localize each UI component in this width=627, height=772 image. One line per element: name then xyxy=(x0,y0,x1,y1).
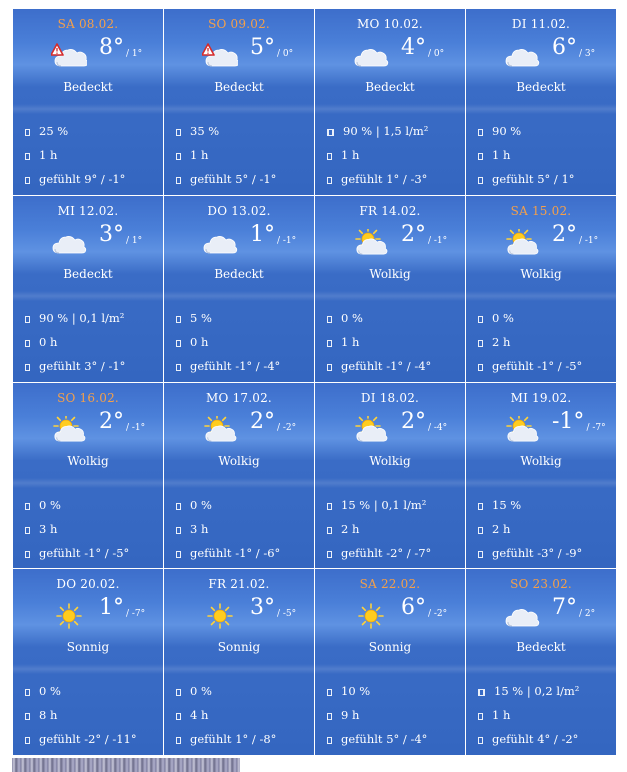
thermometer-icon xyxy=(478,364,483,371)
forecast-day-card[interactable] xyxy=(164,569,314,755)
max-temp: -1° xyxy=(552,408,585,434)
feels-like-value: gefühlt -1° / -5° xyxy=(39,545,130,560)
thermometer-icon xyxy=(25,551,30,558)
forecast-grid xyxy=(12,8,617,756)
precipitation-row xyxy=(478,684,579,698)
forecast-day-card[interactable] xyxy=(164,196,314,382)
feels-like-row xyxy=(478,359,582,373)
sun-icon xyxy=(353,602,389,630)
sun-cloud-icon xyxy=(51,416,87,444)
precipitation-row xyxy=(327,498,426,512)
rain-icon xyxy=(176,129,181,136)
sun-hours-icon xyxy=(327,527,332,534)
min-temp: / 0° xyxy=(277,49,294,59)
thermometer-icon xyxy=(327,177,332,184)
weather-description: Sonnig xyxy=(368,640,412,655)
sunshine-row xyxy=(478,335,510,349)
temperature xyxy=(250,408,297,434)
temperature xyxy=(401,597,447,619)
weather-description: Sonnig xyxy=(66,640,110,655)
feels-like-value: gefühlt 3° / -1° xyxy=(39,358,126,373)
sun-hours-icon xyxy=(176,153,181,160)
sun-hours-icon xyxy=(25,527,30,534)
sun-cloud-icon xyxy=(202,416,238,444)
precipitation-value: 0 % xyxy=(492,310,514,325)
min-temp: / 3° xyxy=(579,49,596,59)
sun-hours-icon xyxy=(327,340,332,347)
sunshine-value: 9 h xyxy=(341,708,360,723)
day-date: MO 17.02. xyxy=(206,390,272,405)
sun-hours-icon xyxy=(176,340,181,347)
feels-like-row xyxy=(176,359,280,373)
max-temp: 7° xyxy=(552,595,577,621)
decorative-image-strip xyxy=(12,758,240,772)
day-date: SA 22.02. xyxy=(359,577,421,592)
cloud-warning-icon xyxy=(51,42,87,70)
forecast-day-card[interactable] xyxy=(466,383,616,569)
forecast-day-card[interactable] xyxy=(315,383,465,569)
forecast-day-card[interactable] xyxy=(466,569,616,755)
precipitation-row xyxy=(176,124,219,138)
weather-description: Bedeckt xyxy=(365,80,415,94)
weather-description: Wolkig xyxy=(520,266,562,281)
weather-description: Bedeckt xyxy=(63,266,113,281)
temperature xyxy=(401,221,448,247)
weather-description: Wolkig xyxy=(369,453,411,468)
rain-icon xyxy=(478,129,483,136)
sunshine-row xyxy=(176,708,208,722)
day-date: MI 12.02. xyxy=(57,203,119,218)
forecast-day-card[interactable] xyxy=(164,383,314,569)
precipitation-value: 0 % xyxy=(39,684,61,699)
forecast-day-card[interactable] xyxy=(13,9,163,195)
forecast-day-card[interactable] xyxy=(13,383,163,569)
forecast-day-card[interactable] xyxy=(466,9,616,195)
weather-description: Wolkig xyxy=(67,453,109,468)
feels-like-value: gefühlt -3° / -9° xyxy=(492,545,583,560)
sun-hours-icon xyxy=(176,713,181,720)
feels-like-row xyxy=(478,732,578,746)
cloud-icon xyxy=(51,229,87,257)
min-temp: / 2° xyxy=(579,609,596,620)
precipitation-value: 10 % xyxy=(341,684,371,699)
max-temp: 6° xyxy=(552,35,577,60)
thermometer-icon xyxy=(176,177,181,184)
sunshine-row xyxy=(176,335,208,349)
temperature xyxy=(552,408,606,434)
feels-like-row xyxy=(25,172,125,186)
sunshine-value: 1 h xyxy=(341,148,360,162)
sunshine-row xyxy=(25,335,57,349)
forecast-day-card[interactable] xyxy=(164,9,314,195)
precipitation-value: 5 % xyxy=(190,310,212,325)
sun-icon xyxy=(51,602,87,630)
rain-icon xyxy=(478,503,483,510)
feels-like-value: gefühlt 1° / -8° xyxy=(190,732,277,747)
min-temp: / 1° xyxy=(126,49,143,59)
min-temp: / -1° xyxy=(126,422,146,433)
day-date: DO 20.02. xyxy=(56,577,120,592)
sunshine-value: 0 h xyxy=(190,334,209,349)
weather-description: Bedeckt xyxy=(516,80,566,94)
rain-icon xyxy=(478,316,483,323)
min-temp: / -1° xyxy=(579,235,599,246)
feels-like-row xyxy=(176,172,276,186)
forecast-day-card[interactable] xyxy=(466,196,616,382)
day-date: MI 19.02. xyxy=(510,390,572,405)
sunshine-value: 2 h xyxy=(341,521,360,536)
day-date: SA 15.02. xyxy=(510,203,572,218)
min-temp: / -1° xyxy=(428,235,448,246)
weather-description: Wolkig xyxy=(218,453,260,468)
thermometer-icon xyxy=(176,364,181,371)
feels-like-value: gefühlt -2° / -7° xyxy=(341,545,432,560)
max-temp: 3° xyxy=(250,595,275,621)
thermometer-icon xyxy=(478,551,483,558)
max-temp: 2° xyxy=(99,408,124,434)
precipitation-row xyxy=(478,498,521,512)
weather-description: Bedeckt xyxy=(63,80,113,94)
cloud-icon xyxy=(504,602,540,630)
sun-hours-icon xyxy=(478,713,483,720)
sunshine-value: 8 h xyxy=(39,708,58,723)
sun-hours-icon xyxy=(25,340,30,347)
precipitation-row xyxy=(176,498,212,512)
precipitation-row xyxy=(176,311,212,325)
rain-icon xyxy=(25,503,30,510)
forecast-day-card[interactable] xyxy=(315,569,465,755)
sun-hours-icon xyxy=(176,527,181,534)
precipitation-value: 0 % xyxy=(341,310,363,325)
sunshine-row xyxy=(25,708,57,722)
sunshine-row xyxy=(327,522,359,536)
rain-icon xyxy=(176,503,181,510)
feels-like-row xyxy=(25,359,125,373)
min-temp: / -7° xyxy=(126,609,146,620)
feels-like-value: gefühlt -1° / -5° xyxy=(492,358,583,373)
feels-like-value: gefühlt 5° / -1° xyxy=(190,172,277,186)
feels-like-row xyxy=(327,172,427,186)
rain-icon xyxy=(327,503,332,510)
sunshine-value: 1 h xyxy=(492,148,511,162)
day-date: SO 23.02. xyxy=(510,577,572,592)
thermometer-icon xyxy=(25,364,30,371)
sunshine-value: 0 h xyxy=(39,334,58,349)
sun-hours-icon xyxy=(25,713,30,720)
thermometer-icon xyxy=(327,737,332,744)
max-temp: 2° xyxy=(401,408,426,434)
feels-like-value: gefühlt 9° / -1° xyxy=(39,172,126,186)
rain-icon xyxy=(478,689,485,696)
forecast-day-card[interactable] xyxy=(315,196,465,382)
sunshine-value: 2 h xyxy=(492,334,511,349)
forecast-day-card[interactable] xyxy=(13,569,163,755)
thermometer-icon xyxy=(25,737,30,744)
day-date: SO 16.02. xyxy=(57,390,119,405)
thermometer-icon xyxy=(25,177,30,184)
temperature xyxy=(99,597,145,619)
max-temp: 3° xyxy=(99,221,124,247)
weather-description: Bedeckt xyxy=(214,266,264,281)
day-date: MO 10.02. xyxy=(357,17,423,31)
temperature xyxy=(99,37,142,59)
precipitation-row xyxy=(478,311,514,325)
rain-icon xyxy=(176,689,181,696)
precipitation-row xyxy=(478,124,521,138)
day-date: SA 08.02. xyxy=(57,17,119,31)
feels-like-value: gefühlt -1° / -4° xyxy=(341,358,432,373)
sun-icon xyxy=(202,602,238,630)
feels-like-value: gefühlt -2° / -11° xyxy=(39,732,137,747)
sun-hours-icon xyxy=(478,153,483,160)
precipitation-value: 90 % | 1,5 l/m² xyxy=(343,124,429,138)
max-temp: 1° xyxy=(99,595,124,621)
temperature xyxy=(401,37,444,59)
day-date: DO 13.02. xyxy=(207,203,271,218)
sun-cloud-icon xyxy=(504,229,540,257)
rain-icon xyxy=(327,689,332,696)
precipitation-value: 15 % xyxy=(492,497,522,512)
sunshine-value: 3 h xyxy=(190,521,209,536)
temperature xyxy=(250,221,297,247)
max-temp: 6° xyxy=(401,595,426,621)
sunshine-row xyxy=(327,148,359,162)
min-temp: / 1° xyxy=(126,235,143,246)
max-temp: 1° xyxy=(250,221,275,247)
sunshine-row xyxy=(176,148,208,162)
sunshine-row xyxy=(176,522,208,536)
feels-like-row xyxy=(327,732,427,746)
temperature xyxy=(552,221,599,247)
sun-hours-icon xyxy=(25,153,30,160)
feels-like-value: gefühlt 5° / 1° xyxy=(492,172,575,186)
min-temp: / -5° xyxy=(277,609,297,620)
day-date: FR 21.02. xyxy=(208,577,270,592)
min-temp: / 0° xyxy=(428,49,445,59)
weather-description: Wolkig xyxy=(520,453,562,468)
cloud-icon xyxy=(353,42,389,70)
sunshine-value: 1 h xyxy=(190,148,209,162)
sun-cloud-icon xyxy=(353,229,389,257)
weather-description: Sonnig xyxy=(217,640,261,655)
min-temp: / -7° xyxy=(586,422,606,433)
weather-description: Bedeckt xyxy=(214,80,264,94)
sunshine-value: 4 h xyxy=(190,708,209,723)
min-temp: / -2° xyxy=(428,609,448,620)
temperature xyxy=(99,221,143,247)
min-temp: / -4° xyxy=(428,422,448,433)
feels-like-value: gefühlt 1° / -3° xyxy=(341,172,428,186)
cloud-icon xyxy=(202,229,238,257)
sunshine-row xyxy=(25,148,57,162)
rain-icon xyxy=(327,316,332,323)
sun-hours-icon xyxy=(478,527,483,534)
precipitation-row xyxy=(25,311,124,325)
min-temp: / -2° xyxy=(277,422,297,433)
thermometer-icon xyxy=(176,551,181,558)
max-temp: 4° xyxy=(401,35,426,60)
sunshine-value: 1 h xyxy=(341,334,360,349)
thermometer-icon xyxy=(478,177,483,184)
sun-cloud-icon xyxy=(353,416,389,444)
precipitation-value: 35 % xyxy=(190,124,220,138)
precipitation-value: 25 % xyxy=(39,124,69,138)
sunshine-row xyxy=(25,522,57,536)
forecast-day-card[interactable] xyxy=(13,196,163,382)
sun-cloud-icon xyxy=(504,416,540,444)
precipitation-row xyxy=(25,684,61,698)
temperature xyxy=(552,597,595,619)
feels-like-value: gefühlt 5° / -4° xyxy=(341,732,428,747)
temperature xyxy=(250,597,296,619)
thermometer-icon xyxy=(176,737,181,744)
day-date: DI 11.02. xyxy=(511,17,571,31)
sun-hours-icon xyxy=(327,713,332,720)
feels-like-row xyxy=(327,359,431,373)
max-temp: 8° xyxy=(99,35,124,60)
max-temp: 5° xyxy=(250,35,275,60)
temperature xyxy=(250,37,293,59)
cloud-icon xyxy=(504,42,540,70)
max-temp: 2° xyxy=(552,221,577,247)
temperature xyxy=(401,408,448,434)
sunshine-row xyxy=(478,148,510,162)
feels-like-row xyxy=(478,546,582,560)
forecast-day-card[interactable] xyxy=(315,9,465,195)
precipitation-row xyxy=(327,311,363,325)
thermometer-icon xyxy=(478,737,483,744)
rain-icon xyxy=(327,129,334,136)
sunshine-value: 1 h xyxy=(492,708,511,723)
precipitation-value: 15 % | 0,1 l/m² xyxy=(341,497,427,512)
feels-like-value: gefühlt -1° / -4° xyxy=(190,358,281,373)
precipitation-row xyxy=(25,498,61,512)
day-date: DI 18.02. xyxy=(360,390,420,405)
precipitation-row xyxy=(176,684,212,698)
rain-icon xyxy=(25,689,30,696)
precipitation-row xyxy=(327,684,370,698)
feels-like-row xyxy=(25,546,129,560)
sunshine-row xyxy=(478,522,510,536)
thermometer-icon xyxy=(327,364,332,371)
precipitation-value: 15 % | 0,2 l/m² xyxy=(494,684,580,699)
sunshine-value: 1 h xyxy=(39,148,58,162)
feels-like-row xyxy=(176,546,280,560)
precipitation-row xyxy=(25,124,68,138)
sunshine-row xyxy=(327,335,359,349)
day-date: FR 14.02. xyxy=(359,203,421,218)
rain-icon xyxy=(25,316,30,323)
sunshine-row xyxy=(478,708,510,722)
precipitation-row xyxy=(327,124,428,138)
rain-icon xyxy=(176,316,181,323)
feels-like-row xyxy=(327,546,431,560)
weather-description: Wolkig xyxy=(369,266,411,281)
feels-like-value: gefühlt -1° / -6° xyxy=(190,545,281,560)
day-date: SO 09.02. xyxy=(208,17,270,31)
feels-like-row xyxy=(25,732,137,746)
feels-like-row xyxy=(176,732,276,746)
temperature xyxy=(552,37,595,59)
precipitation-value: 90 % | 0,1 l/m² xyxy=(39,310,125,325)
min-temp: / -1° xyxy=(277,235,297,246)
weather-description: Bedeckt xyxy=(516,640,566,655)
sun-hours-icon xyxy=(327,153,332,160)
precipitation-value: 0 % xyxy=(39,497,61,512)
sun-hours-icon xyxy=(478,340,483,347)
rain-icon xyxy=(25,129,30,136)
max-temp: 2° xyxy=(401,221,426,247)
precipitation-value: 0 % xyxy=(190,684,212,699)
cloud-warning-icon xyxy=(202,42,238,70)
feels-like-row xyxy=(478,172,575,186)
temperature xyxy=(99,408,146,434)
sunshine-value: 3 h xyxy=(39,521,58,536)
sunshine-row xyxy=(327,708,359,722)
thermometer-icon xyxy=(327,551,332,558)
feels-like-value: gefühlt 4° / -2° xyxy=(492,732,579,747)
precipitation-value: 90 % xyxy=(492,124,522,138)
max-temp: 2° xyxy=(250,408,275,434)
precipitation-value: 0 % xyxy=(190,497,212,512)
sunshine-value: 2 h xyxy=(492,521,511,536)
